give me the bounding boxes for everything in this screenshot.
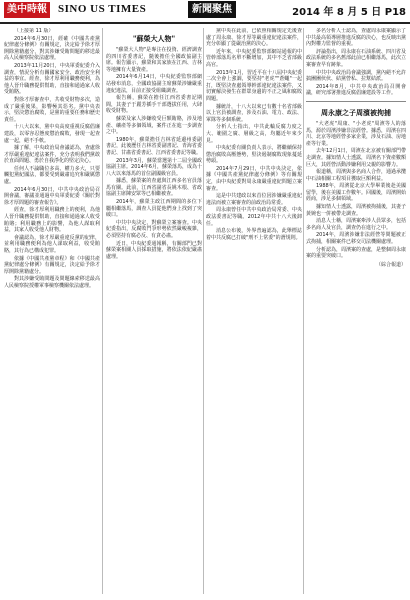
article-headline-zhou-bin: 周永康之子周濱被拘捕 bbox=[321, 107, 391, 117]
paragraph: 依據《中國共產黨章程》和《中國共產黨紀律處分條例》有關規定，決定給予徐才厚開除黨籍處分。 bbox=[4, 255, 100, 275]
paragraph: 2014年8月，中共中央政治局召開會議，研究部署推進反腐倡廉建設等工作。 bbox=[306, 83, 406, 97]
paragraph: 據知情人士透露，周濱被拘捕後，其妻子黃婉也一併被帶走調查。 bbox=[306, 204, 406, 217]
column-4 bbox=[306, 28, 406, 594]
column-rule bbox=[203, 28, 204, 594]
column-rule bbox=[102, 28, 103, 594]
paragraph: 這是中共建政以來首位因涉嫌嚴重違紀違法而被立案審查的前政治局常委。 bbox=[206, 193, 302, 206]
paragraph: 近日，中央紀委通報稱，有關部門已對蘇榮案相關人員採取措施，將依法依紀嚴肅處理。 bbox=[106, 240, 202, 260]
column-1 bbox=[4, 28, 100, 594]
article-headline-su-rong: "蘇榮大人物" bbox=[132, 34, 176, 43]
paragraph: 2014年7月29日，中共中央決定，依據《中國共產黨紀律處分條例》等有關規定，由中央紀委對周永康嚴重違紀問題立案審查。 bbox=[206, 165, 302, 192]
paragraph: 去年12月1日，周濱在北京被有關部門帶走調查。據知情人士透露，周濱名下資產數額巨大，其經營活動涉嫌利用父親的影響力。 bbox=[306, 148, 406, 168]
paragraph: 2014年，周濱涉嫌非法經營等問題被正式拘捕，相關案件已移交司法機關處理。 bbox=[306, 232, 406, 246]
paragraph: 消息公布後，外界普遍認為，此舉標誌着中共反腐已打破"刑不上常委"的潛規則。 bbox=[206, 228, 302, 241]
paragraph: 十八大以來，黨中央高度重視反腐倡廉建設，以零容忍態度懲治腐敗，發現一起查處一起，絕不手軟。 bbox=[4, 124, 100, 144]
paragraph: 分析認為，周濱案的查處，是整個周永康案的重要突破口。 bbox=[306, 246, 406, 260]
paragraph: 2013年1月，習近平在十八屆中央紀委二次全會上強調，要堅持"老虎""蒼蠅"一起打，既堅決查處領導幹部違紀違法案件，又切實解決發生在群眾身邊的不正之風和腐敗問題。 bbox=[206, 69, 302, 102]
article-source: （綜合報道） bbox=[375, 261, 406, 268]
paragraph: 中共中央決定，對蘇榮立案審查。中央紀委指出，反腐敗鬥爭形勢依然嚴峻複雜，必須堅持有腐必反、有貪必肅。 bbox=[106, 219, 202, 240]
paragraph: 1988年，周濱從北京大學畢業後赴美國留學，後在美國工作數年。回國後，周濱開始經商，涉足多個領域。 bbox=[306, 183, 406, 203]
paragraph: 蘇榮及家人涉嫌收受巨額賄賂，涉及地產、礦產等多個領域，案件正在進一步調查之中。 bbox=[106, 115, 202, 136]
paragraph: 2014年6月14日，中央紀委監察部網站發布消息，全國政協副主席蘇榮涉嫌嚴重違紀違法，目前正接受組織調查。 bbox=[106, 74, 202, 94]
paragraph: 中共中央政治局會議強調，黨內絕不允許搞團團伙伙、結黨營私、拉幫結派。 bbox=[306, 69, 406, 83]
paragraph: 據悉，蘇榮案的查處與江西多名官員落馬有關。此前，江西省副省長姚木根、省政協副主席陳安眾等已相繼被查。 bbox=[106, 178, 202, 198]
masthead bbox=[0, 0, 410, 24]
paragraph: 2013年3月，蘇榮當選第十二屆全國政協副主席。2014年6月，蘇榮落馬，成為十八大以來落馬的首位副國級官員。 bbox=[106, 157, 202, 177]
paragraph: 分析人士指出，中共此輪反腐力度之大、範圍之廣、層級之高，均屬近年來少見。 bbox=[206, 124, 302, 144]
paragraph: 對其涉嫌受賄問題及問題線索移送最高人民檢察院授權軍事檢察機關依法處理。 bbox=[4, 276, 100, 289]
column-2 bbox=[106, 28, 202, 594]
paragraph: 消息人士稱，周濱案牽涉人員眾多，包括多名商人及官員，調查仍在進行之中。 bbox=[306, 218, 406, 231]
paragraph: "大老虎"周康、"小老虎"周濱等人的落馬，源於周濱涉嫌非法經營。據悉，周濱在四川、北京等地經營多家企業，涉及石油、房地產等行業。 bbox=[306, 120, 406, 147]
paragraph: 1980年，蘇榮擔任吉林省延邊州委副書記，此後歷任吉林省委副書記、青海省委書記、甘肅省委書記、江西省委書記等職。 bbox=[106, 136, 202, 156]
paragraph: 近年來，中央紀委監察部網站通報的中管幹部落馬名單不斷增加，其中不乏省部級高官。 bbox=[206, 48, 302, 68]
paragraph: 周永康曾任中共中央政治局常委、中央政法委書記等職。2012年中共十八大後卸任。 bbox=[206, 207, 302, 227]
paragraph: 會議認為，徐才厚嚴重違反黨的紀律，並利用職務便利為他人謀取利益，收受賄賂，其行為已構成犯罪。 bbox=[4, 234, 100, 254]
paragraph: 對徐才厚審查中，共收受財物多次，造成了嚴重後果，影響極其惡劣。黨中央表示，堅決懲治腐敗，是黨的重要任務和歷史責任。 bbox=[4, 96, 100, 123]
column-rule bbox=[303, 28, 304, 594]
newspaper-logo: 美中時報 bbox=[4, 2, 50, 18]
newspaper-english-name: SINO US TIMES bbox=[58, 3, 147, 15]
paragraph: 2014年6月30日，經確《中國共產黨紀律處分條例》有關規定，決定給予徐才厚開除黨籍處分，對其涉嫌受賄問題的移送最高人民檢察院依法處理。 bbox=[4, 35, 100, 62]
paragraph: 經查，徐才厚利用職務上的便利，為他人晉升職務提供幫助，直接和通過家人收受賄賂；利用職務上的影響，為他人謀取利益，其家人收受他人財物。 bbox=[4, 207, 100, 234]
date-page: 2014 年 8 月 5 日 P18 bbox=[292, 7, 406, 18]
paragraph: 多名分析人士認為，查處周永康案顯示了中共最高領導層推進反腐的決心，也反映出黨內對權力監督的重視。 bbox=[306, 28, 406, 48]
paragraph: （上接第 11 版） bbox=[14, 28, 54, 34]
paragraph: 據了解，中央政治局會議認為，查處徐才厚嚴重違紀違法案件，充分表明我們黨敢於直面問題、勇於自我淨化的堅定決心。 bbox=[4, 145, 100, 165]
paragraph: 任何人不論職位多高、權力多大，只要觸犯黨紀國法，都要受到嚴肅追究和嚴厲懲處。 bbox=[4, 165, 100, 186]
column-3 bbox=[206, 28, 302, 594]
paragraph: "蘇榮大人物"是專注在投資、經濟調查的四川省委書記，隨後擔任全國政協副主席。報告顯示，蘇榮和其家族在江西、吉林等地擁有大量資產。 bbox=[106, 47, 202, 73]
paragraph: 黨中央在此前，已依照相關規定先後查處了周永康、徐才厚等嚴重違紀違法案件，充分彰顯了從嚴治黨的決心。 bbox=[206, 28, 302, 48]
section-label: 新聞聚焦 bbox=[188, 1, 236, 18]
paragraph: 評論指出，周永康在石油系統、四川省及政法系統的多名舊部此前已相繼落馬，此次立案審查早有跡象。 bbox=[306, 48, 406, 68]
paragraph: 中央紀委有關負責人表示，將繼續保持懲治腐敗高壓態勢，堅決遏制腐敗現象蔓延勢頭。 bbox=[206, 145, 302, 165]
paragraph: 據統計，十八大以來已有數十名省部級以上官員被調查，涉及石油、電力、政法、軍隊等多個系統。 bbox=[206, 103, 302, 123]
paragraph: 報道稱，周濱與多名商人合作，通過承攬中石油相關工程項目獲取巨額利益。 bbox=[306, 169, 406, 182]
paragraph: 2014年，蘇榮主政江西期間的多位下屬相繼落馬，調查人員從他們身上找到了突破口。 bbox=[106, 199, 202, 219]
paragraph: 2013年11月20日，中央軍委紀委介入調查，情況分析有關國家安全、政治安全利益的事宜。經查，徐才厚利用職務便利，為他人晉升職務提供幫助，直接和通過家人收受賄賂。 bbox=[4, 62, 100, 96]
paragraph: 2014年6月30日，中共中央政治局召開會議，審議並通過中央軍委紀委《關於對徐才厚問題的審查報告》。 bbox=[4, 186, 100, 206]
article-divider bbox=[306, 101, 406, 102]
paragraph: 報告稱，蘇榮在擔任江西省委書記期間，其妻子于麗芳插手干部選拔任用，大肆收受財物。 bbox=[106, 95, 202, 115]
